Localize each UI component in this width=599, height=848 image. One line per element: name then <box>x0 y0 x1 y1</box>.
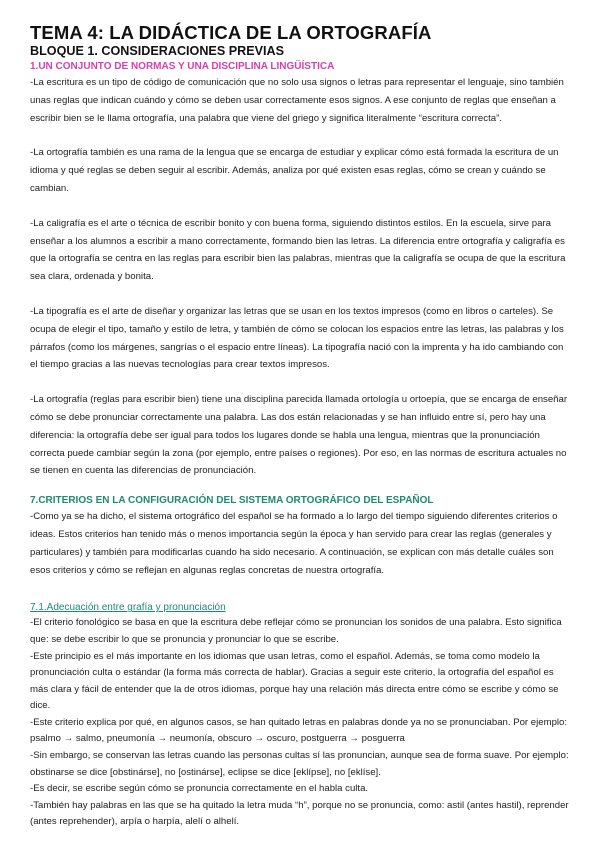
section-7-1-line-2: -Este principio es el más importante en los idiomas que usan letras, como el español. Además, se toma como modelo la pronunciación culta o estándar (la forma más correcta de hablar). Gracias a seguir este criterio, la ortografía del español es más clara y fácil de entender que la de otros idiomas, porque hay una relación más directa entre cómo se escribe y cómo se dice. <box>30 650 559 712</box>
section-7-intro: -Como ya se ha dicho, el sistema ortográfico del español se ha formado a lo largo del tiempo siguiendo diferentes criterios o ideas. Estos criterios han tenido más o menos importancia según la época y han servido para crear las reglas (generales y particulares) y también para modificarlas cuando ha sido necesario. A continuación, se explican con más detalle cuáles son esos criterios y cómo se reflejan en algunas reglas concretas de nuestra ortografía. <box>30 511 558 576</box>
section-1-paragraph-2: -La ortografía también es una rama de la lengua que se encarga de estudiar y explicar cómo está formada la escritura de un idioma y qué reglas se deben seguir al escribir. Además, analiza por qué existen esas reglas, cómo se crean y cuándo se cambian. <box>30 147 559 194</box>
section-1-paragraph-4: -La tipografía es el arte de diseñar y organizar las letras que se usan en los textos impresos (como en libros o carteles). Se ocupa de elegir el tipo, tamaño y estilo de letra, y también de cómo se colocan los espacios entre las letras, las palabras y los párrafos (como los márgenes, sangrías o el espacio entre líneas). La tipografía nació con la imprenta y ha ido cambiando con el tiempo gracias a las nuevas tecnologías para crear textos impresos. <box>30 305 564 371</box>
section-7-1-line-3: -Este criterio explica por qué, en algunos casos, se han quitado letras en palabras donde ya no se pronunciaban. Por ejemplo: psalmo → salmo, pneumonía → neumonía, obscuro → oscuro, postguerra → posguerra <box>30 716 568 745</box>
section-7-heading: 7.CRITERIOS EN LA CONFIGURACIÓN DEL SISTEMA ORTOGRÁFICO DEL ESPAÑOL <box>30 495 434 507</box>
block-title: BLOQUE 1. CONSIDERACIONES PREVIAS <box>30 44 285 58</box>
page-title: TEMA 4: LA DIDÁCTICA DE LA ORTOGRAFÍA <box>30 22 432 43</box>
section-7-1-line-5: -Es decir, se escribe según cómo se pronuncia correctamente en el habla culta. <box>30 783 369 795</box>
section-7-1-line-6: -También hay palabras en las que se ha quitado la letra muda “h”, porque no se pronuncia, como: astil (antes hastil), reprender (antes reprehender), arpía o harpía, alelí o alhelí. <box>30 799 569 828</box>
section-7-1-heading: 7.1.Adecuación entre grafía y pronunciación <box>30 602 226 614</box>
section-7-1-line-1: -El criterio fonológico se basa en que la escritura debe reflejar cómo se pronuncian los sonidos de una palabra. Esto significa que: se debe escribir lo que se pronuncia y pronunciar lo que se escribe. <box>30 617 562 645</box>
section-1-paragraph-1: -La escritura es un tipo de código de comunicación que no solo usa signos o letras para representar el lenguaje, sino también unas reglas que indican cuándo y cómo se deben usar correctamente esos signos. A ese conjunto de reglas que enseñan a escribir bien se le llama ortografía, una palabra que viene del griego y significa literalmente “escritura correcta”. <box>30 77 564 124</box>
section-1-paragraph-5: -La ortografía (reglas para escribir bien) tiene una disciplina parecida llamada ortología u ortoepía, que se encarga de enseñar cómo se debe pronunciar correctamente una palabra. Las dos están relacionadas y se han influido entre sí, pero hay una diferencia: la ortografía debe ser igual para todos los lugares donde se habla una lengua, mientras que la pronunciación correcta puede cambiar según la zona (por ejemplo, entre países o regiones). Por eso, en las normas de escritura actuales no se tienen en cuenta las diferencias de pronunciación. <box>30 394 568 477</box>
section-7-1-line-4: -Sin embargo, se conservan las letras cuando las personas cultas sí las pronuncian, aunque sea de forma suave. Por ejemplo: obstinarse se dice [obstinárse], no [ostinárse], eclipse se dice [eklípse], no [eklíse]. <box>30 750 569 778</box>
section-1-paragraph-3: -La caligrafía es el arte o técnica de escribir bonito y con buena forma, siguiendo distintos estilos. En la escuela, sirve para enseñar a los alumnos a escribir a mano correctamente, formando bien las letras. La diferencia entre ortografía y caligrafía es que la ortografía se centra en las reglas para escribir bien las palabras, mientras que la caligrafía se ocupa de que la escritura sea clara, ordenada y bonita. <box>30 217 566 283</box>
section-1-heading: 1.UN CONJUNTO DE NORMAS Y UNA DISCIPLINA LINGÜÍSTICA <box>30 61 335 72</box>
